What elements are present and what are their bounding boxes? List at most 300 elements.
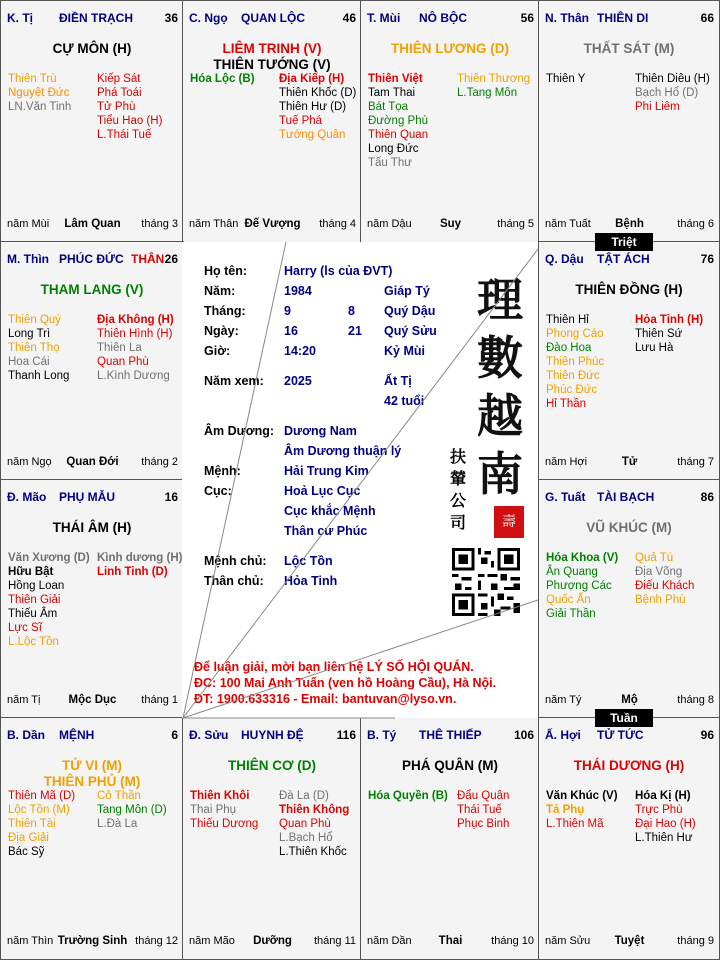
palace-name: TẬT ÁCH [597, 252, 650, 266]
minor-star: Thiên Quan [368, 129, 429, 141]
palace-name: NÔ BỘC [419, 11, 467, 25]
minor-star: Thiên Hình (H) [97, 328, 173, 340]
minor-star: Long Đức [368, 143, 419, 155]
minor-star: Thiếu Âm [8, 608, 58, 620]
minor-star: Đà La (D) [279, 790, 329, 802]
palace-footer [7, 456, 178, 470]
value-menh-chu: Lộc Tồn [284, 554, 333, 568]
value-year: 1984 [284, 284, 312, 298]
palace-header [7, 252, 178, 268]
minor-star: Hỉ Thần [546, 398, 587, 410]
value-name: Harry (ls của ĐVT) [284, 264, 393, 278]
main-stars [1, 41, 183, 57]
value-day-can: Quý Sửu [384, 324, 437, 338]
calligraphy-char-4: 南 [477, 447, 523, 501]
palace-name: THÊ THIẾP [419, 728, 482, 742]
minor-star: L.Tang Môn [457, 87, 518, 99]
minor-star: Điếu Khách [635, 580, 695, 592]
value-day-lunar: 21 [348, 324, 362, 338]
palace-cell-thin[interactable] [0, 241, 184, 481]
palace-header [367, 11, 534, 27]
palace-truong-sinh: Mộ [621, 694, 638, 706]
palace-age-number: 106 [513, 728, 534, 742]
minor-star: Bác Sỹ [8, 846, 45, 858]
palace-cell-than[interactable] [538, 0, 720, 243]
palace-age-number: 76 [700, 252, 714, 266]
label-am-duong: Âm Dương: [204, 424, 275, 438]
value-menh: Hải Trung Kim [284, 464, 369, 478]
triet-tag: Triệt [595, 233, 653, 251]
value-age: 42 tuổi [384, 394, 425, 408]
minor-star: Tử Phù [97, 101, 136, 113]
palace-truong-sinh: Suy [439, 218, 462, 230]
calligraphy-small-2: 輦 [449, 469, 466, 488]
minor-star: Hóa Khoa (V) [546, 552, 619, 564]
palace-branch: B. Dần [7, 728, 46, 742]
minor-star: Quốc Ấn [546, 594, 591, 606]
palace-truong-sinh: Tuyệt [614, 935, 645, 947]
value-month-solar: 9 [284, 304, 291, 318]
center-info-panel [182, 242, 538, 718]
palace-name: TÀI BẠCH [597, 490, 655, 504]
palace-name: ĐIỀN TRẠCH [59, 11, 133, 25]
good-stars-list [546, 551, 636, 621]
minor-star: Nguyệt Đức [8, 87, 70, 99]
value-month-lunar: 8 [348, 304, 355, 318]
calligraphy-small-1: 扶 [449, 447, 466, 466]
label-view-year: Năm xem: [204, 374, 264, 388]
palace-footer [545, 218, 714, 232]
palace-name: PHÚC ĐỨC [59, 252, 124, 266]
good-stars-list [546, 789, 636, 831]
palace-name: TỬ TỨC [597, 728, 644, 742]
palace-header [367, 728, 534, 744]
main-stars [183, 41, 361, 73]
minor-star: Thai Phụ [190, 804, 237, 816]
palace-year: năm Mùi [7, 218, 50, 230]
minor-star: Kiếp Sát [97, 73, 141, 85]
value-am-duong-2: Âm Dương thuận lý [284, 444, 402, 458]
palace-branch: N. Thân [545, 11, 589, 25]
label-month: Tháng: [204, 304, 246, 318]
value-view-year-can: Ất Tị [384, 374, 412, 388]
calligraphy-char-3: 越 [477, 389, 523, 443]
palace-cell-ty[interactable] [0, 0, 184, 243]
palace-age-number: 36 [164, 11, 178, 25]
main-star: THIÊN CƠ (D) [227, 758, 316, 773]
minor-star: Phúc Đức [546, 384, 598, 396]
palace-cell-dan[interactable] [0, 717, 184, 960]
value-hour: 14:20 [284, 344, 316, 358]
minor-star: Thiên Quý [8, 314, 62, 326]
good-stars-list [368, 789, 458, 803]
good-stars-list [546, 72, 636, 86]
minor-star: Lưu Hà [635, 342, 674, 354]
minor-star: Bạch Hổ (D) [635, 87, 699, 99]
palace-month: tháng 2 [141, 456, 178, 468]
palace-cell-suu[interactable] [182, 717, 362, 960]
palace-month: tháng 12 [135, 935, 178, 947]
calligraphy-char-1: 理 [477, 273, 523, 327]
palace-cell-mui[interactable] [360, 0, 540, 243]
bad-stars-list [97, 551, 182, 579]
palace-branch: K. Tị [7, 11, 33, 25]
label-day: Ngày: [204, 324, 239, 338]
minor-star: Địa Võng [635, 566, 683, 578]
bad-stars-list [635, 789, 720, 845]
palace-truong-sinh: Dưỡng [253, 935, 292, 947]
minor-star: Thiên Thọ [8, 342, 60, 354]
main-star: THẤT SÁT (M) [583, 41, 675, 56]
value-year-can: Giáp Tý [384, 284, 430, 298]
palace-year: năm Thân [189, 218, 239, 230]
main-stars [183, 758, 361, 774]
good-stars-list [190, 789, 280, 831]
minor-star: Thiên Khốc (D) [279, 87, 357, 99]
palace-month: tháng 8 [677, 694, 714, 706]
palace-name: HUYNH ĐỆ [241, 728, 304, 742]
minor-star: Phục Binh [457, 818, 510, 830]
minor-star: Địa Không (H) [97, 314, 174, 326]
minor-star: Thiếu Dương [190, 818, 259, 830]
main-stars [539, 41, 719, 57]
value-day-solar: 16 [284, 324, 298, 338]
contact-line-1: Để luận giải, mời bạn liên hệ LÝ SỐ HỘI QUÁN. [194, 660, 474, 674]
minor-star: Hóa Lộc (B) [190, 73, 255, 85]
minor-star: Quan Phù [279, 818, 331, 830]
bad-stars-list [635, 313, 720, 355]
minor-star: L.Thiên Khốc [279, 846, 347, 858]
minor-star: Bệnh Phù [635, 594, 686, 606]
minor-star: Tang Môn (D) [97, 804, 167, 816]
palace-footer [367, 218, 534, 232]
palace-month: tháng 4 [319, 218, 356, 230]
minor-star: Thiên Hỉ [546, 314, 589, 326]
minor-star: Giải Thần [546, 608, 596, 620]
minor-star: Văn Khúc (V) [546, 790, 618, 802]
minor-star: Tuế Phá [279, 115, 323, 127]
good-stars-list [368, 72, 458, 170]
palace-cell-dau[interactable] [538, 241, 720, 481]
palace-month: tháng 9 [677, 935, 714, 947]
minor-star: L.Đà La [97, 818, 138, 830]
minor-star: Thiên Y [546, 73, 586, 85]
minor-star: L.Thái Tuế [97, 129, 152, 141]
palace-cell-hoi[interactable] [538, 717, 720, 960]
palace-header [189, 728, 356, 744]
value-cuc-2: Cục khắc Mệnh [284, 504, 376, 518]
minor-star: Đường Phù [368, 115, 428, 127]
palace-age-number: 46 [342, 11, 356, 25]
tuan-tag: Tuần [595, 709, 653, 727]
good-stars-list [546, 313, 636, 411]
label-name: Họ tên: [204, 264, 248, 278]
palace-truong-sinh: Đế Vượng [244, 218, 301, 230]
main-star: THAM LANG (V) [40, 282, 144, 297]
minor-star: Thiên Thương [457, 73, 531, 85]
value-am-duong: Dương Nam [284, 424, 357, 438]
palace-header [7, 490, 178, 506]
minor-star: Tấu Thư [368, 157, 412, 169]
minor-star: Ân Quang [546, 566, 598, 578]
label-year: Năm: [204, 284, 236, 298]
palace-branch: Đ. Sửu [189, 728, 229, 742]
palace-footer [7, 694, 178, 708]
palace-age-number: 66 [700, 11, 714, 25]
palace-header [545, 252, 714, 268]
minor-star: L.Thiên Mã [546, 818, 604, 830]
value-cuc-3: Thân cư Phúc [284, 524, 368, 538]
palace-truong-sinh: Trường Sinh [57, 935, 128, 947]
palace-month: tháng 3 [141, 218, 178, 230]
main-star: CỰ MÔN (H) [52, 41, 132, 56]
palace-branch: Ấ. Hợi [545, 728, 581, 742]
palace-month: tháng 5 [497, 218, 534, 230]
minor-star: Hữu Bật [8, 566, 54, 578]
main-star: THIÊN PHỦ (M) [43, 774, 141, 789]
bad-stars-list [97, 313, 182, 383]
main-star: LIÊM TRINH (V) [222, 41, 322, 56]
minor-star: Phong Cáo [546, 328, 604, 340]
main-star: THÁI DƯƠNG (H) [573, 758, 685, 773]
label-than-chu: Thân chủ: [204, 574, 264, 588]
palace-cell-mao[interactable] [0, 479, 184, 719]
palace-year: năm Mão [189, 935, 235, 947]
palace-cell-tuat[interactable] [538, 479, 720, 719]
minor-star: Đẩu Quân [457, 790, 510, 802]
bad-stars-list [635, 551, 720, 607]
minor-star: Thiên Tài [8, 818, 56, 830]
minor-star: Phượng Các [546, 580, 612, 592]
palace-month: tháng 7 [677, 456, 714, 468]
palace-branch: Đ. Mão [7, 490, 47, 504]
calligraphy-small-3: 公 [449, 491, 466, 510]
palace-truong-sinh: Bệnh [615, 218, 644, 230]
minor-star: Bát Tọa [368, 101, 409, 113]
palace-branch: C. Ngọ [189, 11, 228, 25]
palace-year: năm Dậu [367, 218, 412, 230]
palace-branch: B. Tý [367, 728, 397, 742]
minor-star: Đại Hao (H) [635, 818, 696, 830]
palace-year: năm Hợi [545, 456, 588, 468]
minor-star: Thiên Sứ [635, 328, 683, 340]
minor-star: Thiên La [97, 342, 142, 354]
palace-header [7, 728, 178, 744]
minor-star: Thiên Khôi [190, 790, 250, 802]
minor-star: Trực Phù [635, 804, 683, 816]
minor-star: Linh Tinh (D) [97, 566, 168, 578]
minor-star: Thiên Trù [8, 73, 57, 85]
minor-star: LN.Văn Tinh [8, 101, 72, 113]
minor-star: Lộc Tồn (M) [8, 804, 70, 816]
palace-year: năm Tuất [545, 218, 591, 230]
palace-year: năm Thìn [7, 935, 54, 947]
value-hour-can: Kỷ Mùi [384, 344, 425, 358]
palace-year: năm Ngọ [7, 456, 52, 468]
main-stars [539, 758, 719, 774]
palace-month: tháng 11 [313, 935, 356, 947]
minor-star: Tướng Quân [279, 129, 346, 141]
palace-footer [367, 935, 534, 949]
minor-star: Hóa Quyền (B) [368, 790, 448, 802]
bad-stars-list [457, 72, 540, 100]
minor-star: L.Thiên Hư [635, 832, 693, 844]
palace-name: QUAN LỘC [241, 11, 305, 25]
minor-star: Thiên Không [279, 804, 350, 816]
palace-footer [545, 456, 714, 470]
palace-age-number: 16 [164, 490, 178, 504]
minor-star: Phá Toái [97, 87, 142, 99]
palace-truong-sinh: Thai [438, 935, 463, 947]
minor-star: Thiên Giải [8, 594, 61, 606]
minor-star: L.Kình Dương [97, 370, 170, 382]
main-stars [1, 520, 183, 536]
calligraphy-small-4: 司 [449, 513, 466, 532]
bad-stars-list [97, 789, 182, 831]
contact-email-link[interactable]: ĐT: 1900.633316 - Email: bantuvan@lyso.vn. [194, 692, 457, 706]
main-stars [361, 758, 539, 774]
main-star: PHÁ QUÂN (M) [402, 758, 498, 773]
palace-header [545, 11, 714, 27]
palace-header [545, 728, 714, 744]
red-seal: 壽 [494, 506, 524, 538]
minor-star: Địa Giải [8, 832, 49, 844]
palace-year: năm Dần [367, 935, 412, 947]
palace-month: tháng 10 [491, 935, 534, 947]
minor-star: Tả Phụ [546, 804, 585, 816]
palace-month: tháng 6 [677, 218, 714, 230]
minor-star: Quan Phù [97, 356, 149, 368]
main-star: VŨ KHÚC (M) [586, 520, 672, 535]
main-stars [1, 758, 183, 790]
palace-footer [545, 694, 714, 708]
minor-star: Văn Xương (D) [8, 552, 90, 564]
value-view-year: 2025 [284, 374, 312, 388]
palace-truong-sinh: Quan Đới [66, 456, 119, 468]
than-marker: THÂN [131, 252, 165, 266]
main-star: TỬ VI (M) [62, 758, 122, 773]
palace-footer [189, 218, 356, 232]
palace-cell-ngo[interactable] [182, 0, 362, 243]
label-menh-chu: Mệnh chủ: [204, 554, 267, 568]
main-star: THIÊN LƯƠNG (D) [391, 41, 509, 56]
palace-branch: Q. Dậu [545, 252, 584, 266]
main-stars [539, 282, 719, 298]
minor-star: Hồng Loan [8, 580, 65, 592]
main-star: THIÊN TƯỚNG (V) [213, 57, 331, 72]
minor-star: Hỏa Tinh (H) [635, 314, 704, 326]
palace-footer [189, 935, 356, 949]
minor-star: Địa Kiếp (H) [279, 73, 345, 85]
palace-age-number: 86 [700, 490, 714, 504]
value-month-can: Quý Dậu [384, 304, 436, 318]
bad-stars-list [279, 72, 362, 142]
good-stars-list [8, 551, 98, 649]
minor-star: L.Bạch Hổ [279, 832, 333, 844]
good-stars-list [8, 789, 98, 859]
contact-line-2: ĐC: 100 Mai Anh Tuấn (ven hồ Hoàng Cầu), Hà Nội. [194, 676, 497, 690]
minor-star: Thiên Đức [546, 370, 600, 382]
palace-year: năm Tý [545, 694, 582, 706]
palace-age-number: 6 [171, 728, 178, 742]
minor-star: Thiên Phúc [546, 356, 605, 368]
minor-star: Lực Sĩ [8, 622, 42, 634]
good-stars-list [8, 72, 98, 114]
main-star: THIÊN ĐỒNG (H) [575, 282, 683, 297]
palace-truong-sinh: Lâm Quan [64, 218, 121, 230]
minor-star: Cô Thần [97, 790, 141, 802]
minor-star: Thanh Long [8, 370, 70, 382]
palace-footer [545, 935, 714, 949]
palace-truong-sinh: Tử [621, 456, 638, 468]
minor-star: Kình dương (H) [97, 552, 183, 564]
value-than-chu: Hỏa Tinh [284, 574, 338, 588]
palace-year: năm Sửu [545, 935, 591, 947]
palace-cell-ty2[interactable] [360, 717, 540, 960]
minor-star: Thiên Diêu (H) [635, 73, 710, 85]
minor-star: Phi Liêm [635, 101, 680, 113]
minor-star: Tiểu Hao (H) [97, 115, 163, 127]
good-stars-list [8, 313, 98, 383]
minor-star: Long Trì [8, 328, 51, 340]
minor-star: Thiên Hư (D) [279, 101, 347, 113]
bad-stars-list [97, 72, 182, 142]
minor-star: Quả Tú [635, 552, 674, 564]
palace-truong-sinh: Mộc Dục [68, 694, 117, 706]
minor-star: Thái Tuế [457, 804, 502, 816]
value-cuc: Hoả Lục Cục [284, 484, 361, 498]
minor-star: Đào Hoa [546, 342, 592, 354]
minor-star: Thiên Việt [368, 73, 423, 85]
palace-year: năm Tị [7, 694, 41, 706]
main-stars [361, 41, 539, 57]
palace-branch: G. Tuất [545, 490, 586, 504]
palace-footer [7, 218, 178, 232]
palace-branch: T. Mùi [367, 11, 401, 25]
bad-stars-list [635, 72, 720, 114]
minor-star: Hóa Kị (H) [635, 790, 691, 802]
label-cuc: Cục: [204, 484, 232, 498]
palace-name: PHỤ MẪU [59, 490, 115, 504]
palace-footer [7, 935, 178, 949]
main-stars [539, 520, 719, 536]
palace-name: MỆNH [59, 728, 95, 742]
palace-branch: M. Thìn [7, 252, 49, 266]
bad-stars-list [279, 789, 362, 859]
minor-star: Hoa Cái [8, 356, 50, 368]
minor-star: Thiên Mã (D) [8, 790, 76, 802]
minor-star: Tam Thai [368, 87, 416, 99]
palace-header [545, 490, 714, 506]
minor-star: L.Lộc Tồn [8, 636, 59, 648]
palace-age-number: 116 [336, 728, 356, 742]
main-star: THÁI ÂM (H) [52, 520, 132, 535]
palace-header [189, 11, 356, 27]
calligraphy-char-2: 數 [477, 331, 523, 385]
palace-age-number: 56 [520, 11, 534, 25]
label-hour: Giờ: [204, 344, 231, 358]
palace-header [7, 11, 178, 27]
main-stars [1, 282, 183, 298]
label-menh: Mệnh: [204, 464, 241, 478]
palace-name: THIÊN DI [597, 11, 649, 25]
bad-stars-list [457, 789, 540, 831]
qr-code-icon[interactable] [452, 548, 520, 616]
good-stars-list [190, 72, 280, 86]
palace-age-number: 26 [164, 252, 178, 266]
palace-age-number: 96 [700, 728, 714, 742]
palace-month: tháng 1 [141, 694, 178, 706]
